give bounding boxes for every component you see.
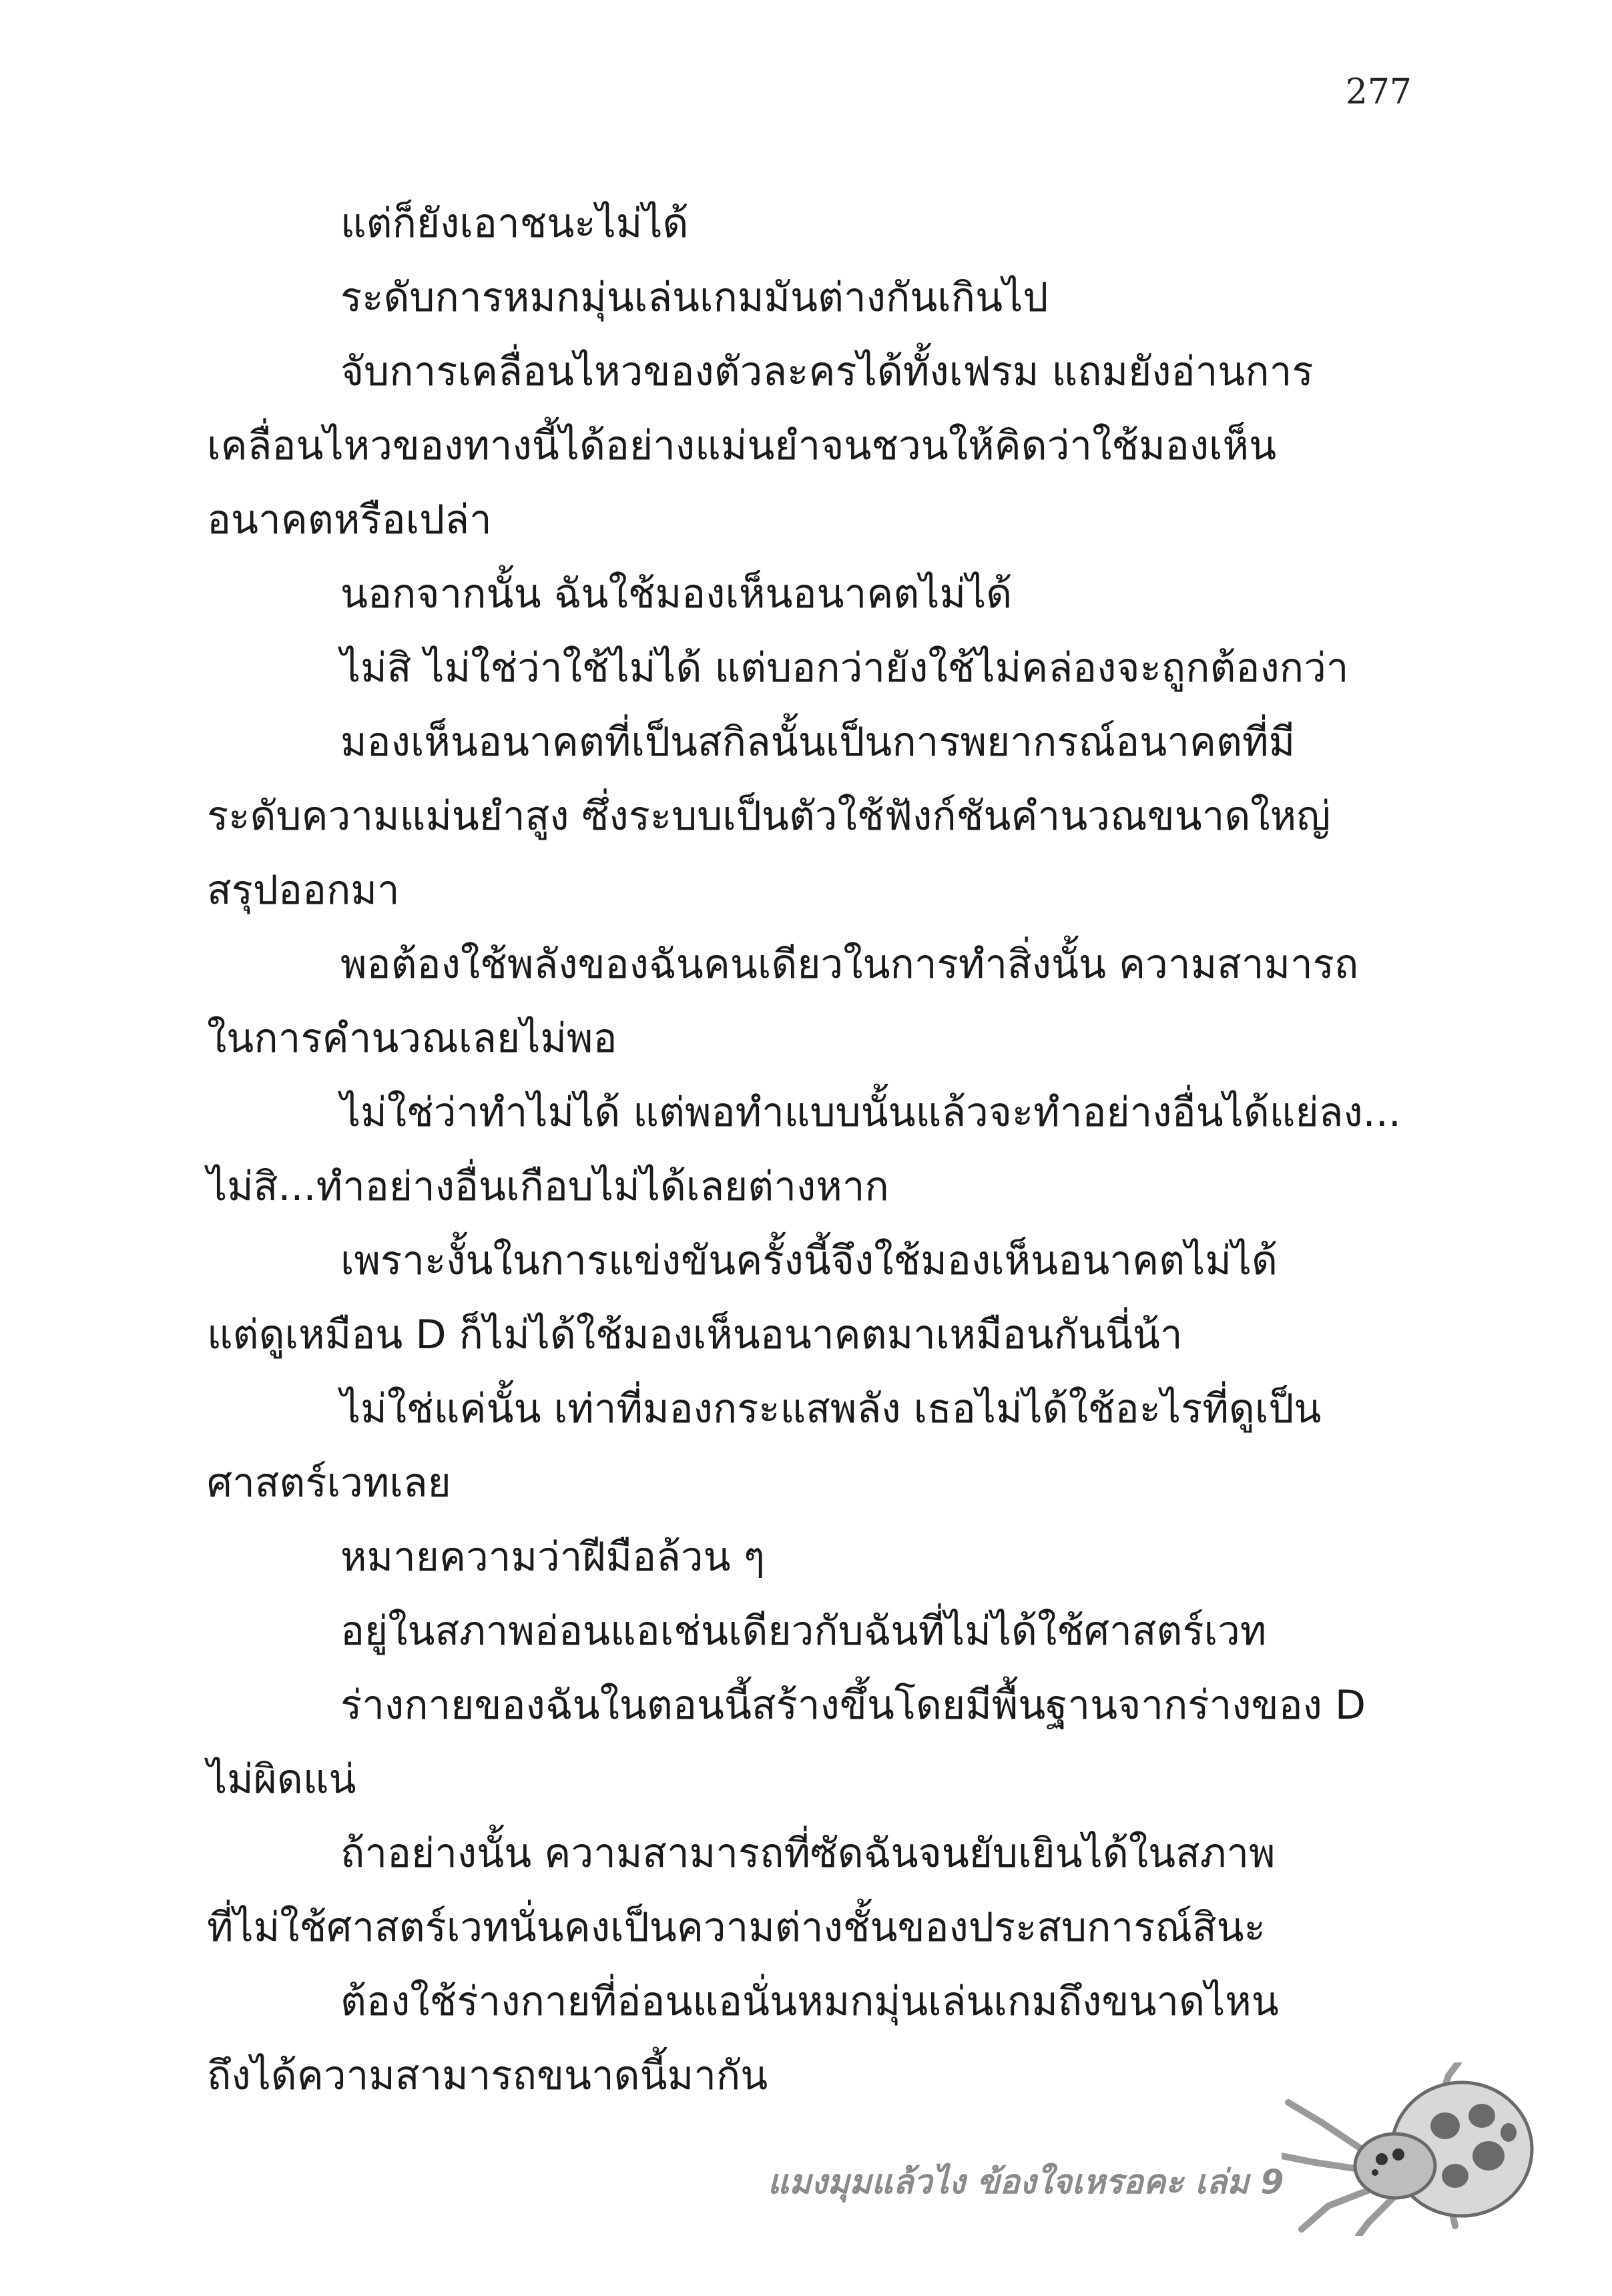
text-line: อยู่ในสภาพอ่อนแอเช่นเดียวกับฉันที่ไม่ได้ใช้ศาสตร์เวท (340, 1608, 1267, 1655)
body-text (207, 187, 1415, 2113)
text-line: ต้องใช้ร่างกายที่อ่อนแอนั่นหมกมุ่นเล่นเกมถึงขนาดไหน (340, 1978, 1279, 2025)
text-line: ระดับการหมกมุ่นเล่นเกมมันต่างกันเกินไป (340, 274, 1049, 321)
text-line: หมายความว่าฝีมือล้วน ๆ (340, 1534, 765, 1581)
text-line: นอกจากนั้น ฉันใช้มองเห็นอนาคตไม่ได้ (340, 571, 1013, 617)
text-line: ร่างกายของฉันในตอนนี้สร้างขึ้นโดยมีพื้นฐานจากร่างของ D (340, 1682, 1366, 1729)
text-line: ระดับความแม่นยำสูง ซึ่งระบบเป็นตัวใช้ฟังก์ชันคำนวณขนาดใหญ่ (207, 793, 1331, 840)
spider-mascot-icon (1282, 2062, 1535, 2236)
text-line: พอต้องใช้พลังของฉันคนเดียวในการทำสิ่งนั้น ความสามารถ (340, 941, 1359, 988)
text-line: ไม่ใช่แค่นั้น เท่าที่มองกระแสพลัง เธอไม่ได้ใช้อะไรที่ดูเป็น (340, 1386, 1322, 1432)
text-line: เพราะงั้นในการแข่งขันครั้งนี้จึงใช้มองเห็นอนาคตไม่ได้ (340, 1237, 1278, 1284)
text-line: จับการเคลื่อนไหวของตัวละครได้ทั้งเฟรม แถมยังอ่านการ (340, 348, 1314, 395)
text-line: ถึงได้ความสามารถขนาดนี้มากัน (207, 2052, 768, 2099)
text-line: ศาสตร์เวทเลย (207, 1460, 451, 1506)
text-line: ไม่ใช่ว่าทำไม่ได้ แต่พอทำแบบนั้นแล้วจะทำอย่างอื่นได้แย่ลง... (340, 1089, 1401, 1136)
text-line: เคลื่อนไหวของทางนี้ได้อย่างแม่นยำจนชวนให้คิดว่าใช้มองเห็น (207, 422, 1277, 469)
text-line: ถ้าอย่างนั้น ความสามารถที่ซัดฉันจนยับเยินได้ในสภาพ (340, 1830, 1276, 1877)
text-line: ไม่สิ ไม่ใช่ว่าใช้ไม่ได้ แต่บอกว่ายังใช้ไม่คล่องจะถูกต้องกว่า (340, 645, 1349, 691)
page-number: 277 (1345, 72, 1412, 112)
text-line: ในการคำนวณเลยไม่พอ (207, 1015, 617, 1062)
text-line: ไม่สิ...ทำอย่างอื่นเกือบไม่ได้เลยต่างหาก (207, 1163, 889, 1210)
text-line: ที่ไม่ใช้ศาสตร์เวทนั่นคงเป็นความต่างชั้นของประสบการณ์สินะ (207, 1904, 1266, 1951)
text-line: ไม่ผิดแน่ (207, 1756, 356, 1803)
footer-book-title: แมงมุมแล้วไง ข้องใจเหรอคะ เล่ม 9 (768, 2163, 1284, 2201)
text-line: อนาคตหรือเปล่า (207, 497, 492, 543)
text-line: สรุปออกมา (207, 867, 400, 914)
text-line: มองเห็นอนาคตที่เป็นสกิลนั้นเป็นการพยากรณ์อนาคตที่มี (340, 719, 1296, 766)
text-line: แต่ก็ยังเอาชนะไม่ได้ (340, 200, 689, 247)
text-line: แต่ดูเหมือน D ก็ไม่ได้ใช้มองเห็นอนาคตมาเหมือนกันนี่น้า (207, 1312, 1183, 1358)
